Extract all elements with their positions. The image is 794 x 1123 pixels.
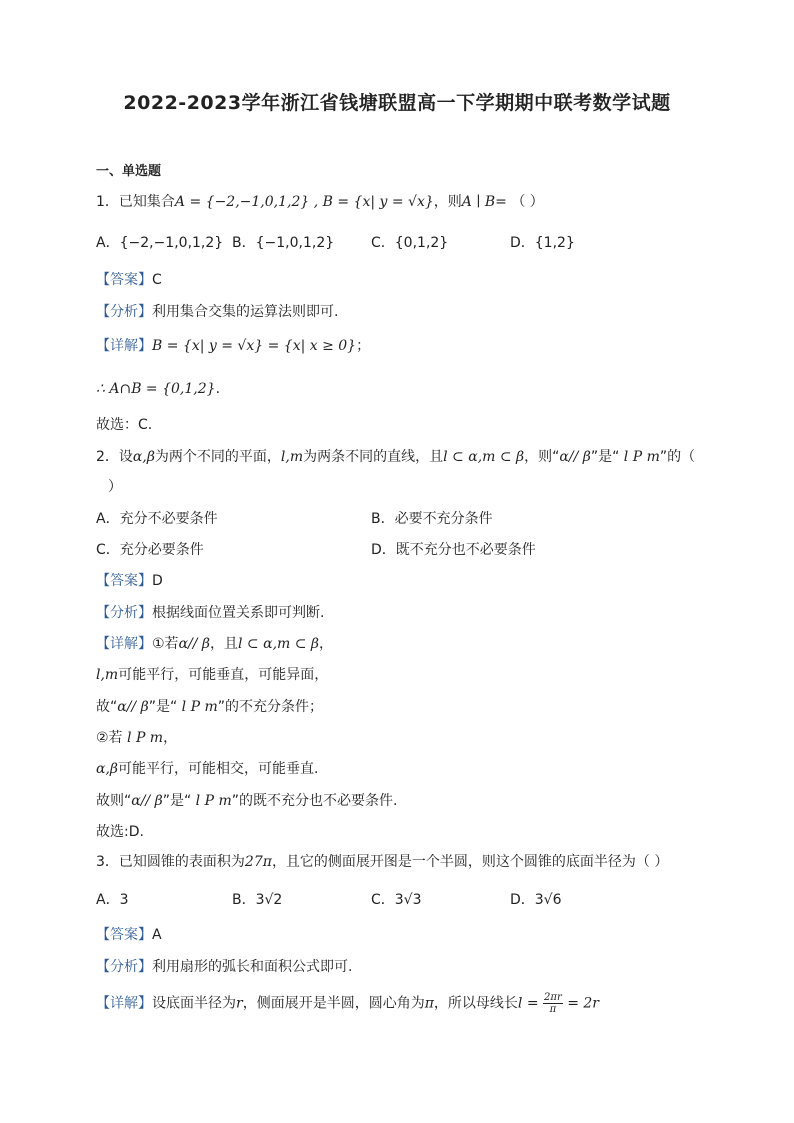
answer-value: D <box>152 573 163 589</box>
q3-analysis <box>96 957 352 977</box>
q1-choose: 故选：C. <box>96 417 153 433</box>
q2-detail-1 <box>96 634 333 654</box>
detail-tag: 【详解】 <box>96 636 152 652</box>
detail-math: α// β <box>117 699 149 715</box>
q1-option-b: B．{−1,0,1,2} <box>232 235 335 251</box>
q2-math-4: α// β <box>559 449 591 465</box>
q1-answer <box>96 270 162 290</box>
q2-text-b: 为两个不同的平面， <box>154 449 281 465</box>
section-heading: 一、单选题 <box>96 164 162 179</box>
q1-math: A = {−2,−1,0,1,2} , B = {x| y = √x} <box>174 194 434 210</box>
q1-analysis <box>96 302 338 322</box>
q3-option-a: A．3 <box>96 892 129 908</box>
detail-text: ”是“ <box>162 793 192 809</box>
q3-option-d: D．3√6 <box>510 892 562 908</box>
detail-text: 设底面半径为 <box>152 995 236 1012</box>
q2-text-c: 为两条不同的直线，且 <box>303 449 444 465</box>
detail-math: = 2r <box>567 995 599 1012</box>
q3-math: 27π <box>244 854 272 870</box>
q2-detail-4 <box>96 728 177 748</box>
q3-option-b: B．3√2 <box>232 892 283 908</box>
answer-value: C <box>152 272 162 288</box>
q2-option-b: B．必要不充分条件 <box>371 511 493 527</box>
q2-detail-3 <box>96 697 323 717</box>
q1-detail <box>96 336 370 356</box>
detail-text: 可能平行，可能相交，可能垂直. <box>118 761 319 777</box>
q2-stem-cont: ） <box>108 479 122 495</box>
q2-detail-6 <box>96 791 397 811</box>
q3-answer <box>96 925 162 945</box>
q2-option-d: D．既不充分也不必要条件 <box>371 542 536 558</box>
q2-math-5: l P m <box>619 449 660 465</box>
q1-text-c: = （ ） <box>495 194 544 210</box>
detail-text: ①若 <box>152 636 179 652</box>
detail-math: α// β <box>131 793 163 809</box>
detail-math: π <box>424 995 434 1012</box>
fraction <box>543 992 563 1015</box>
detail-math: B = {x| y = √x} = {x| x ≥ 0} <box>152 338 357 354</box>
answer-tag: 【答案】 <box>96 927 152 943</box>
q1-therefore <box>96 379 220 399</box>
detail-text: ”的既不充分也不必要条件. <box>231 793 398 809</box>
q2-answer <box>96 571 163 591</box>
analysis-text: 根据线面位置关系即可判断. <box>152 605 325 621</box>
detail-math: α// β <box>178 636 210 652</box>
detail-math: l ⊂ α,m ⊂ β <box>238 636 320 652</box>
answer-tag: 【答案】 <box>96 272 152 288</box>
detail-text: ， <box>163 730 178 746</box>
detail-text: ”是“ <box>148 699 178 715</box>
q2-detail-2 <box>96 665 328 685</box>
q2-math-1: α,β <box>132 449 155 465</box>
detail-text: 故则“ <box>96 793 132 809</box>
detail-text: ，且 <box>210 636 238 652</box>
detail-tag: 【详解】 <box>96 995 152 1012</box>
detail-text: 可能平行，可能垂直，可能异面， <box>118 667 329 683</box>
detail-text: ②若 <box>96 730 123 746</box>
q2-choose: 故选:D. <box>96 824 144 840</box>
q3-option-c: C．3√3 <box>371 892 422 908</box>
detail-math: l P m <box>191 793 232 809</box>
detail-math: α,β <box>96 761 118 777</box>
answer-value: A <box>152 927 162 943</box>
detail-text: ，侧面展开是半圆，圆心角为 <box>242 995 425 1012</box>
analysis-tag: 【分析】 <box>96 304 152 320</box>
q2-detail-5 <box>96 759 318 779</box>
fraction-denominator: π <box>549 1004 557 1015</box>
detail-math: r <box>236 995 243 1012</box>
q1-option-a: A．{−2,−1,0,1,2} <box>96 235 224 251</box>
answer-tag: 【答案】 <box>96 573 152 589</box>
detail-math: l P m <box>177 699 218 715</box>
detail-text: ，所以母线长 <box>433 995 518 1012</box>
q2-text-e: ”是“ <box>590 449 620 465</box>
q2-text-a: 2．设 <box>96 449 133 465</box>
q3-text-a: 3．已知圆锥的表面积为 <box>96 854 245 870</box>
q3-text-b: ，且它的侧面展开图是一个半圆，则这个圆锥的底面半径为（ ） <box>271 854 669 870</box>
analysis-tag: 【分析】 <box>96 959 152 975</box>
q2-math-3: l ⊂ α,m ⊂ β <box>443 449 525 465</box>
detail-tag: 【详解】 <box>96 338 152 354</box>
analysis-text: 利用集合交集的运算法则即可. <box>152 304 339 320</box>
question-3-stem <box>96 852 668 872</box>
analysis-tag: 【分析】 <box>96 605 152 621</box>
q1-text-b: ，则 <box>433 194 462 210</box>
q2-math-2: l,m <box>280 449 304 465</box>
therefore-end: . <box>215 381 221 397</box>
q1-option-c: C．{0,1,2} <box>371 235 449 251</box>
detail-math: l,m <box>96 667 119 683</box>
fraction-numerator: 2πr <box>544 992 562 1003</box>
q1-math-2: A ∣ B <box>461 194 496 210</box>
q2-option-c: C．充分必要条件 <box>96 542 204 558</box>
q3-detail <box>96 992 599 1015</box>
detail-text: ， <box>319 636 334 652</box>
detail-math: l P m <box>122 730 164 746</box>
question-2-stem <box>96 447 695 467</box>
q2-text-f: ”的（ <box>659 449 696 465</box>
detail-text: 故“ <box>96 699 118 715</box>
q2-text-d: ，则“ <box>524 449 560 465</box>
detail-text: ”的不充分条件； <box>217 699 324 715</box>
q1-text: 1．已知集合 <box>96 194 175 210</box>
q2-option-a: A．充分不必要条件 <box>96 511 218 527</box>
detail-math: l = <box>517 995 539 1012</box>
detail-end: ； <box>356 338 371 354</box>
therefore-math: ∴ A∩B = {0,1,2} <box>96 381 216 397</box>
q2-analysis <box>96 603 324 623</box>
q1-option-d: D．{1,2} <box>510 235 575 251</box>
analysis-text: 利用扇形的弧长和面积公式即可. <box>152 959 353 975</box>
question-1-stem <box>96 192 544 212</box>
page-title: 2022-2023学年浙江省钱塘联盟高一下学期期中联考数学试题 <box>123 92 671 114</box>
